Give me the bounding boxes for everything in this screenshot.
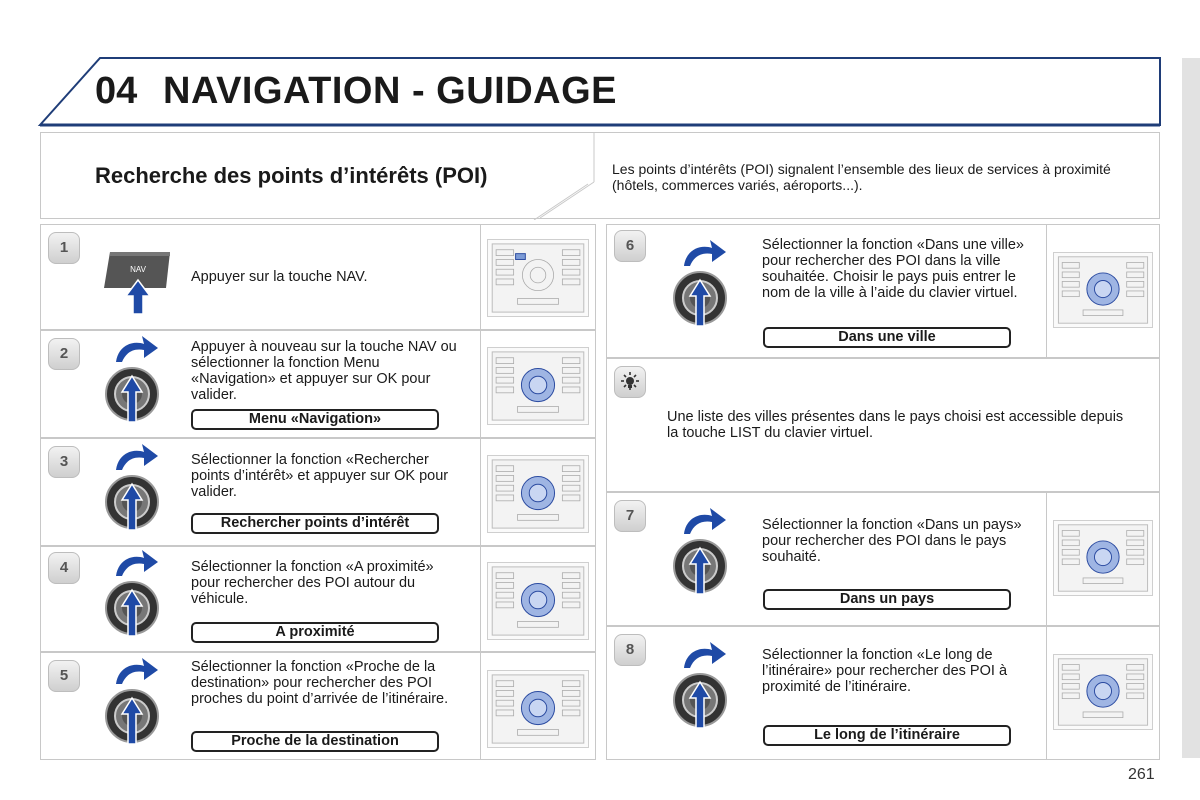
- step-badge-3: 3: [48, 446, 80, 478]
- step-text-2: Appuyer à nouveau sur la touche NAV ou sélectionner la fonction Menu «Navigation» et appuyer sur OK pour valider.: [191, 339, 457, 403]
- knob-rotate-press-icon: [100, 442, 162, 532]
- device-thumbnail: [487, 455, 589, 533]
- step-badge-5: 5: [48, 660, 80, 692]
- menu-label-near-destination: Proche de la destination: [191, 731, 439, 752]
- page-number: 261: [1128, 766, 1155, 783]
- step-text-5: Sélectionner la fonction «Proche de la destination» pour rechercher des POI proches du point d’arrivée de l’itinéraire.: [191, 659, 449, 707]
- menu-label-in-country: Dans un pays: [763, 589, 1011, 610]
- section-divider-arrow: [530, 132, 600, 220]
- section-heading: Recherche des points d’intérêts (POI): [95, 163, 488, 188]
- device-thumbnail: [487, 562, 589, 640]
- lightbulb-icon: [615, 367, 645, 397]
- step-badge-6: 6: [614, 230, 646, 262]
- menu-label-along-route: Le long de l’itinéraire: [763, 725, 1011, 746]
- step-text-1: Appuyer sur la touche NAV.: [191, 269, 368, 285]
- device-thumbnail: [1053, 654, 1153, 730]
- section-description: Les points d’intérêts (POI) signalent l’ensemble des lieux de services à proximité (hôtels, commerces variés, aéroports...).: [612, 161, 1111, 193]
- step-badge-4: 4: [48, 552, 80, 584]
- side-tab: [1182, 58, 1200, 758]
- device-thumbnail: [487, 239, 589, 317]
- chapter-title: NAVIGATION - GUIDAGE: [163, 70, 618, 112]
- step-badge-2: 2: [48, 338, 80, 370]
- step-text-3: Sélectionner la fonction «Rechercher points d’intérêt» et appuyer sur OK pour valider.: [191, 452, 449, 500]
- knob-rotate-press-icon: [668, 640, 730, 730]
- menu-label-search-poi: Rechercher points d’intérêt: [191, 513, 439, 534]
- device-thumbnail: [1053, 520, 1153, 596]
- svg-text:NAV: NAV: [130, 265, 146, 274]
- tip-badge: [614, 366, 646, 398]
- menu-label-nearby: A proximité: [191, 622, 439, 643]
- step-badge-1: 1: [48, 232, 80, 264]
- knob-rotate-press-icon: [100, 334, 162, 424]
- knob-rotate-press-icon: [100, 548, 162, 638]
- step-text-8: Sélectionner la fonction «Le long de l’itinéraire» pour rechercher des POI à proximité de l’itinéraire.: [762, 647, 1008, 695]
- step-badge-7: 7: [614, 500, 646, 532]
- knob-rotate-press-icon: [100, 656, 162, 746]
- step-text-4: Sélectionner la fonction «A proximité» pour rechercher des POI autour du véhicule.: [191, 559, 434, 607]
- step-badge-8: 8: [614, 634, 646, 666]
- menu-label-in-city: Dans une ville: [763, 327, 1011, 348]
- knob-rotate-press-icon: [668, 238, 730, 328]
- step-text-6: Sélectionner la fonction «Dans une ville» pour rechercher des POI dans la ville souhaitée. Choisir le pays puis entrer le nom de la ville à l’aide du clavier virtuel.: [762, 237, 1024, 301]
- thumb-divider-left: [480, 224, 481, 760]
- chapter-number: 04: [95, 70, 138, 112]
- thumb-divider-78: [1046, 492, 1047, 760]
- device-thumbnail: [1053, 252, 1153, 328]
- knob-rotate-press-icon: [668, 506, 730, 596]
- menu-label-navigation: Menu «Navigation»: [191, 409, 439, 430]
- tip-text: Une liste des villes présentes dans le pays choisi est accessible depuis la touche LIST du clavier virtuel.: [667, 409, 1124, 441]
- device-thumbnail: [487, 347, 589, 425]
- device-thumbnail: [487, 670, 589, 748]
- nav-key-icon: [100, 250, 180, 316]
- thumb-divider-6: [1046, 224, 1047, 358]
- step-text-7: Sélectionner la fonction «Dans un pays» pour rechercher des POI dans le pays souhaité.: [762, 517, 1022, 565]
